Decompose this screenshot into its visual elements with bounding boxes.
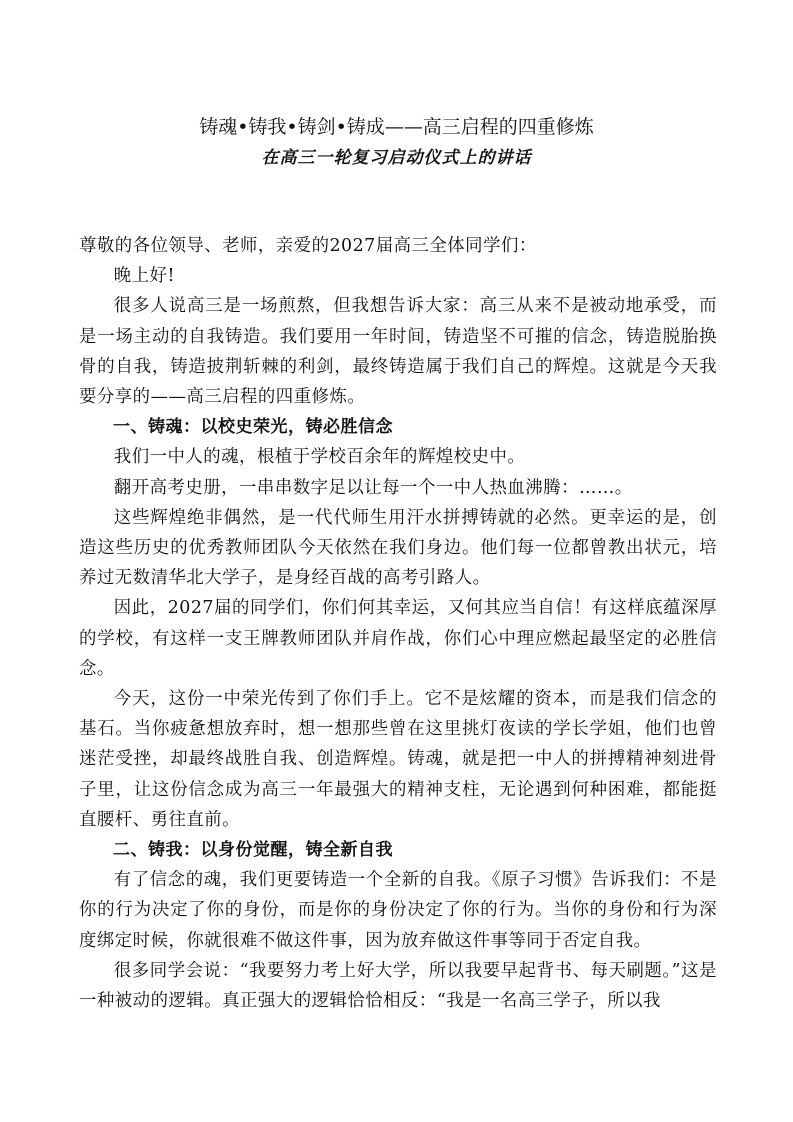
section-heading: 二、铸我：以身份觉醒，铸全新自我 [113, 840, 393, 861]
paragraph: 很多人说高三是一场煎熬，但我想告诉大家：高三从来不是被动地承受，而是一场主动的自我铸造。我们要用一年时间，铸造坚不可摧的信念，铸造脱胎换骨的自我，铸造披荆斩棘的利剑，最终铸造属于我们自己的辉煌。这就是今天我要分享的——高三启程的四重修炼。 [79, 296, 717, 408]
greeting: 晚上好! [113, 266, 175, 287]
paragraph: 这些辉煌绝非偶然，是一代代师生用汗水拼搏铸就的必然。更幸运的是，创造这些历史的优秀教师团队今天依然在我们身边。他们每一位都曾教出状元，培养过无数清华北大学子，是身经百战的高考引路人。 [79, 507, 717, 589]
document-subtitle: 在高三一轮复习启动仪式上的讲话 [261, 148, 532, 168]
section-heading: 一、铸魂：以校史荣光，铸必胜信念 [113, 417, 393, 438]
paragraph: 翻开高考史册，一串串数字足以让每一个一中人热血沸腾：……。 [113, 477, 633, 498]
document-body [79, 231, 717, 1016]
salutation: 尊敬的各位领导、老师，亲爱的2027届高三全体同学们： [79, 236, 537, 256]
paragraph: 有了信念的魂，我们更要铸造一个全新的自我。《原子习惯》告诉我们：不是你的行为决定了你的身份，而是你的身份决定了你的行为。当你的身份和行为深度绑定时候，你就很难不做这件事，因为放弃做这件事等同于否定自我。 [79, 870, 717, 951]
paragraph: 今天，这份一中荣光传到了你们手上。它不是炫耀的资本，而是我们信念的基石。当你疲惫想放弃时，想一想那些曾在这里挑灯夜读的学长学姐，他们也曾迷茫受挫，却最终战胜自我、创造辉煌。铸魂，就是把一中人的拼搏精神刻进骨子里，让这份信念成为高三一年最强大的精神支柱，无论遇到何种困难，都能挺直腰杆、勇往直前。 [79, 689, 717, 830]
document-title: 铸魂•铸我•铸剑•铸成——高三启程的四重修炼 [199, 116, 594, 138]
paragraph: 很多同学会说：“我要努力考上好大学，所以我要早起背书、每天刷题。”这是一种被动的逻辑。真正强大的逻辑恰恰相反：“我是一名高三学子，所以我 [79, 960, 717, 1012]
paragraph: 因此，2027届的同学们，你们何其幸运，又何其应当自信！有这样底蕴深厚的学校，有这样一支王牌教师团队并肩作战，你们心中理应燃起最坚定的必胜信念。 [79, 598, 717, 679]
paragraph: 我们一中人的魂，根植于学校百余年的辉煌校史中。 [113, 447, 526, 468]
